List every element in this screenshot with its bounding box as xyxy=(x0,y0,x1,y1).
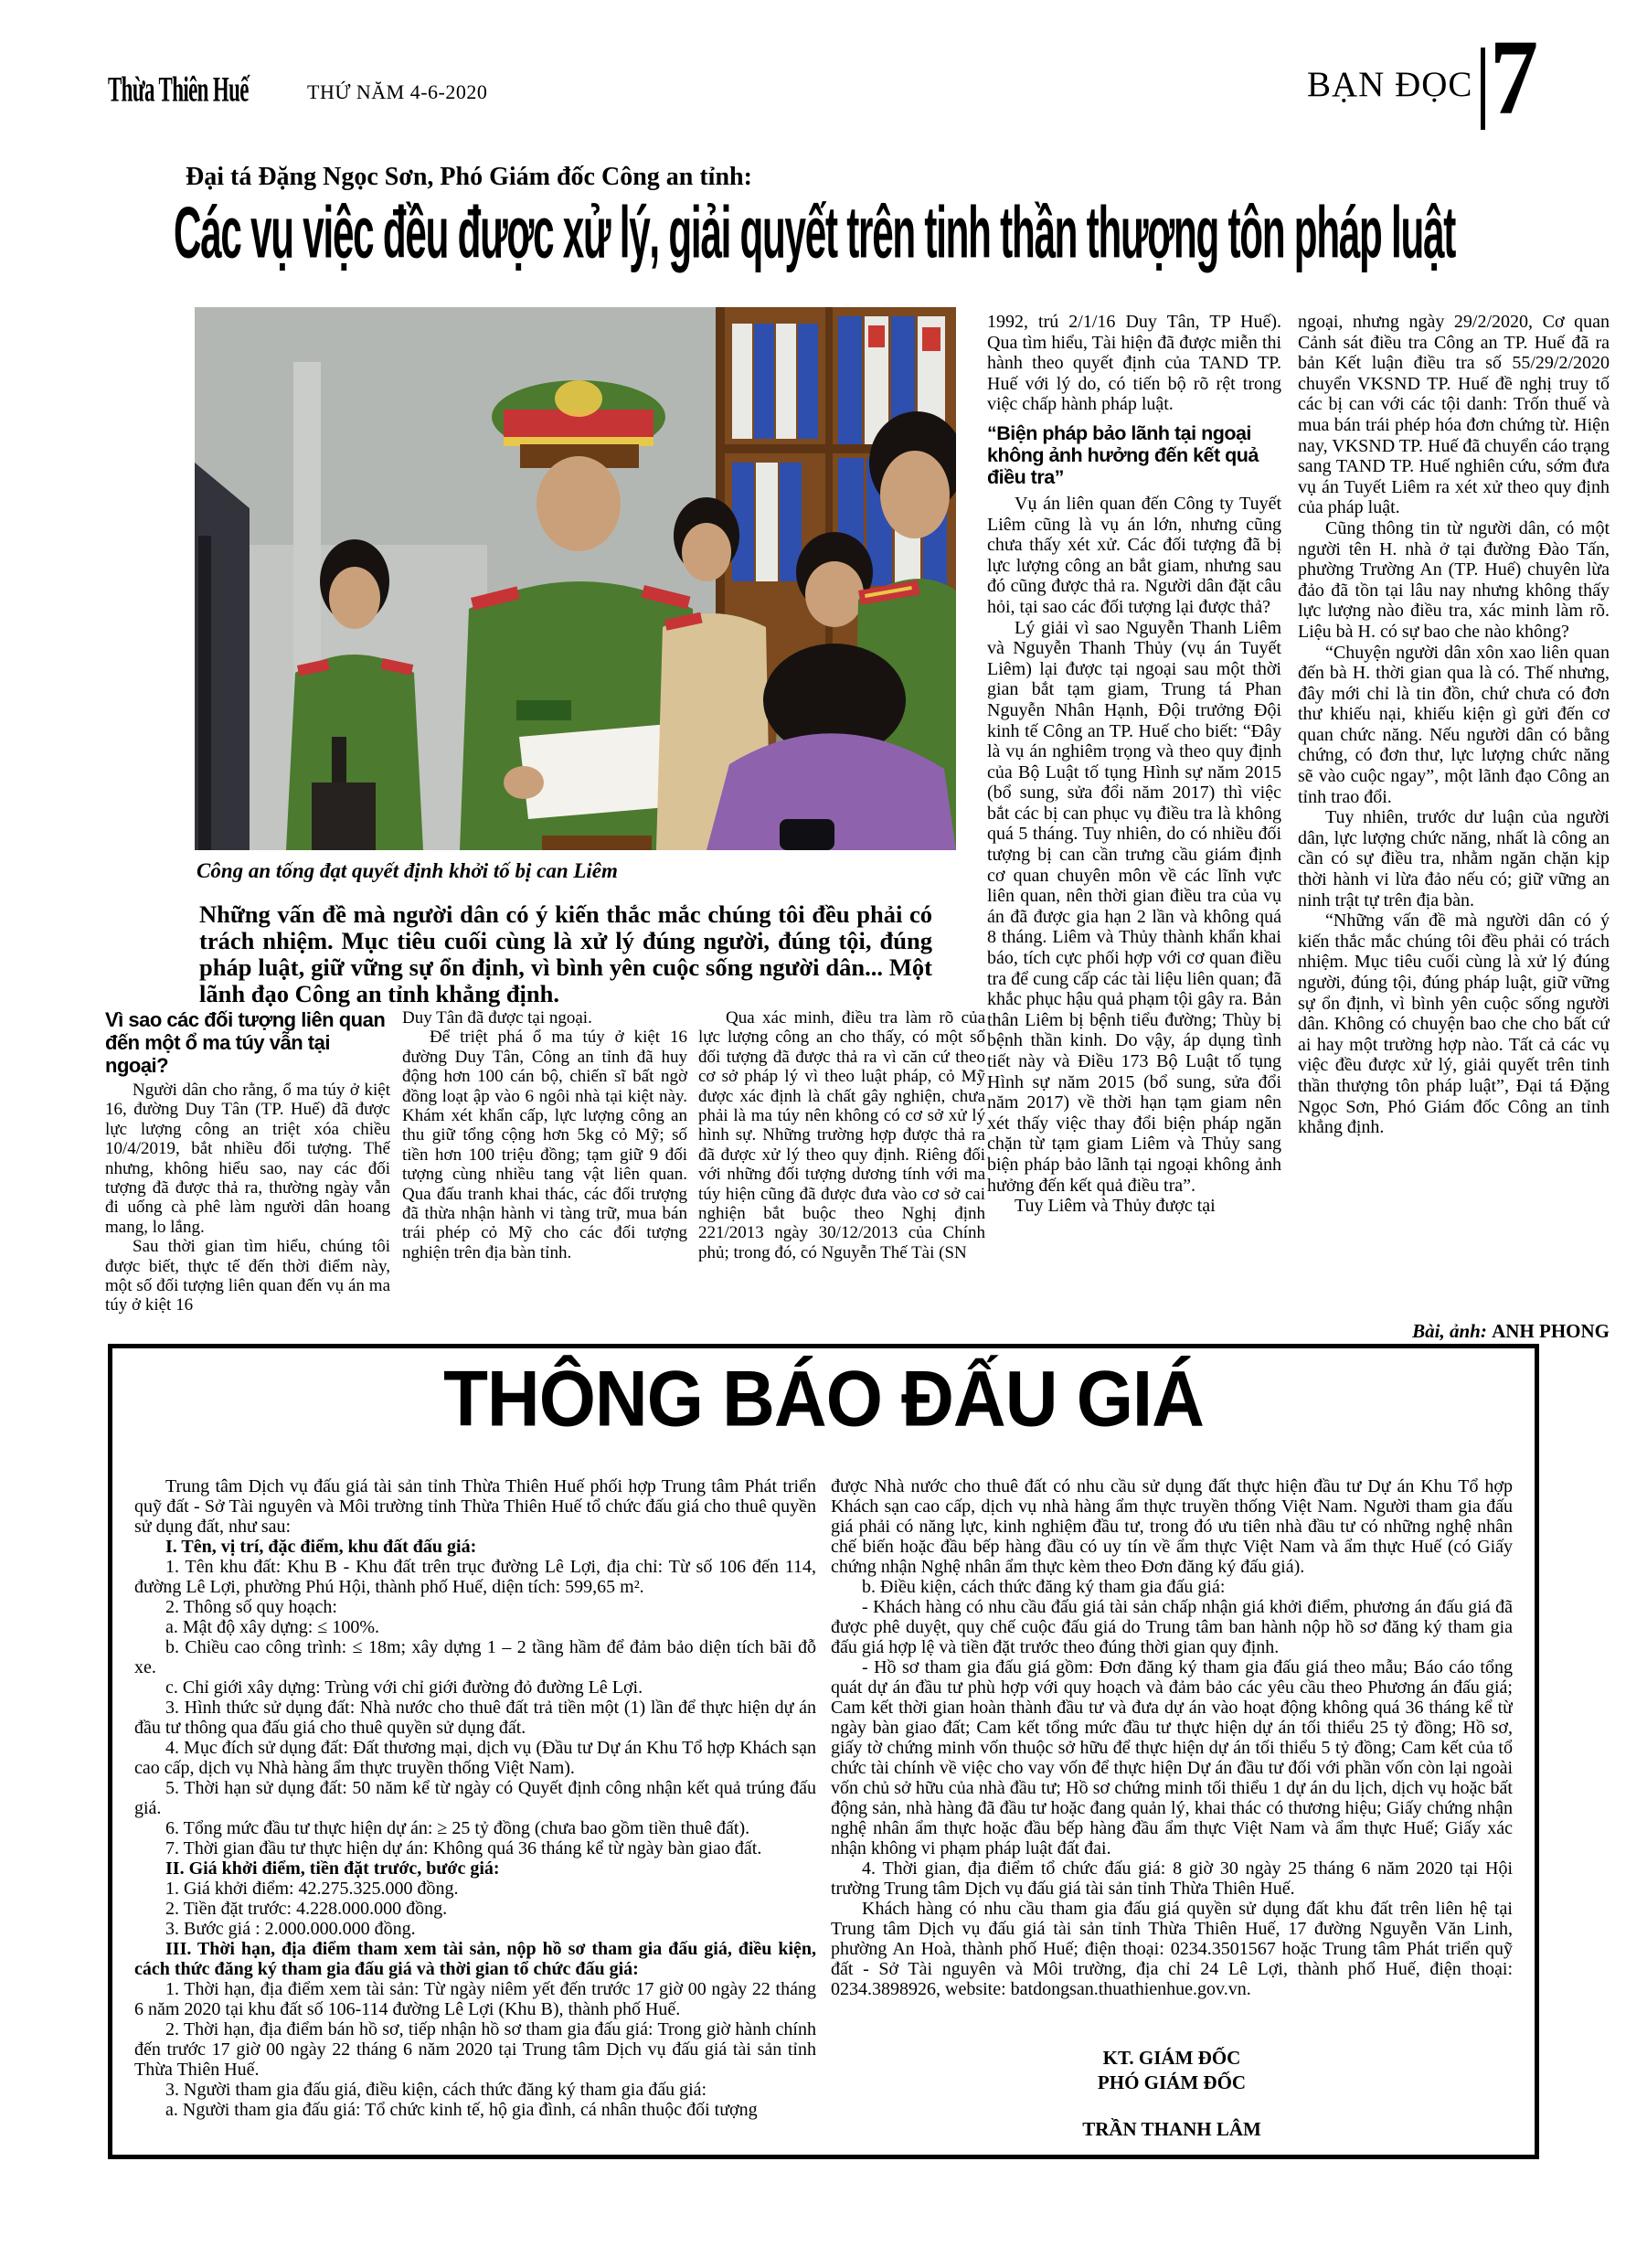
paragraph: c. Chỉ giới xây dựng: Trùng với chỉ giới đường đỏ đường Lê Lợi. xyxy=(165,1677,643,1698)
article-headline: Các vụ việc đều được xử lý, giải quyết trên tinh thần thượng tôn pháp luật xyxy=(174,191,1456,273)
article-column-3 xyxy=(698,1008,985,1348)
issue-date: THỨ NĂM 4-6-2020 xyxy=(307,80,488,103)
paragraph: 3. Bước giá : 2.000.000.000 đồng. xyxy=(165,1919,416,1939)
article-kicker: Đại tá Đặng Ngọc Sơn, Phó Giám đốc Công an tỉnh: xyxy=(186,163,752,191)
article-column-4 xyxy=(987,312,1281,1347)
paragraph: a. Người tham gia đấu giá: Tổ chức kinh tế, hộ gia đình, cá nhân thuộc đối tượng xyxy=(165,2100,758,2120)
paragraph: 4. Mục đích sử dụng đất: Đất thương mại, dịch vụ (Đầu tư Dự án Khu Tổ hợp Khách sạn cao cấp, dịch vụ Nhà hàng ẩm thực truyền thống Việt Nam). xyxy=(134,1738,816,1778)
signature-title-1: KT. GIÁM ĐỐC xyxy=(1102,2047,1241,2069)
article-byline xyxy=(1298,1320,1610,1343)
paragraph: b. Chiều cao công trình: ≤ 18m; xây dựng 1 – 2 tầng hầm để đảm bảo diện tích bãi đỗ xe. xyxy=(134,1637,816,1677)
notice-column-right xyxy=(831,1476,1513,2043)
paragraph: Khách hàng có nhu cầu tham gia đấu giá quyền sử dụng đất khu đất trên liên hệ tại Trung tâm Dịch vụ đấu giá tài sản tỉnh Thừa Thiên Huế, 17 đường Nguyễn Văn Linh, phường An Hoà, thành phố Huế; điện thoại: 0234.3501567 hoặc Trung tâm Phát triển quỹ đất - Sở Tài nguyên và Môi trường, địa chỉ 24 Lê Lợi, thành phố Huế, điện thoại: 0234.3898926, website: batdongsan.thuathienhue.gov.vn. xyxy=(831,1899,1513,1999)
paragraph: Vụ án liên quan đến Công ty Tuyết Liêm cũng là vụ án lớn, nhưng cũng chưa thấy xét xử. Các đối tượng đã bị lực lượng công an bắt giam, nhưng sau đó cũng được thả ra. Người dân đặt câu hỏi, tại sao các đối tượng lại được thả? xyxy=(987,493,1281,617)
paragraph: 6. Tổng mức đầu tư thực hiện dự án: ≥ 25 tỷ đồng (chưa bao gồm tiền thuê đất). xyxy=(165,1818,750,1838)
paragraph: Người dân cho rằng, ổ ma túy ở kiệt 16, đường Duy Tân (TP. Huế) đã được lực lượng công an triệt xóa chiều 10/4/2019, bắt nhiều đối tượng. Thế nhưng, không hiểu sao, nay các đối tượng đã được thả ra, thường ngày vẫn đi uống cà phê làm người dân hoang mang, lo lắng. xyxy=(105,1081,390,1237)
paragraph: 2. Thời hạn, địa điểm bán hồ sơ, tiếp nhận hồ sơ tham gia đấu giá: Trong giờ hành chính đến trước 17 giờ 00 ngày 22 tháng 6 năm 2020 tại Trung tâm Dịch vụ đấu giá tài sản tỉnh Thừa Thiên Huế. xyxy=(134,2019,816,2080)
paragraph: - Hồ sơ tham gia đấu giá gồm: Đơn đăng ký tham gia đấu giá theo mẫu; Báo cáo tổng quát dự án đầu tư phù hợp với quy hoạch và đảm bảo các yêu cầu theo Phương án đấu giá; Cam kết thời gian hoàn thành đầu tư và đưa dự án vào hoạt động không quá 36 tháng kể từ ngày bàn giao đất; Cam kết tổng mức đầu tư thực hiện dự án tối thiểu 25 tỷ đồng; Hồ sơ, giấy tờ chứng minh vốn thuộc sở hữu để thực hiện dự án tối thiểu 5 tỷ đồng; Cam kết của tổ chức tài chính về việc cho vay vốn để thực hiện Dự án đầu tư đối với phần vốn còn lại ngoài vốn chủ sở hữu của nhà đầu tư; Hồ sơ chứng minh tối thiểu 1 dự án du lịch, dịch vụ hoặc bất động sản, nhà hàng đã đầu tư hoặc đang quản lý, khai thác có thương hiệu; Giấy chứng nhận nghệ nhân ẩm thực hoặc đầu bếp hàng đầu ẩm thực Việt Nam và ẩm thực Huế; Giấy xác nhận không vi phạm pháp luật đất đai. xyxy=(831,1657,1513,1858)
byline-label: Bài, ảnh: xyxy=(1412,1320,1487,1342)
paragraph: Trung tâm Dịch vụ đấu giá tài sản tỉnh Thừa Thiên Huế phối hợp Trung tâm Phát triển quỹ đất - Sở Tài nguyên và Môi trường tỉnh Thừa Thiên Huế tổ chức đấu giá cho thuê quyền sử dụng đất, như sau: xyxy=(134,1476,816,1537)
paragraph: Qua xác minh, điều tra làm rõ của lực lượng công an cho thấy, có một số đối tượng đã được thả ra vì căn cứ theo cơ sở pháp lý vì theo luật pháp, cỏ Mỹ được xác định là chất gây nghiện, chưa phải là ma túy nên không có cơ sở xử lý hình sự. Những trường hợp được thả ra đã được xử lý theo quy định. Riêng đối với những đối tượng dương tính với ma túy hiện cũng đã được đưa vào cơ sở cai nghiện bắt buộc theo Nghị định 221/2013 ngày 30/12/2013 của Chính phủ; trong đó, có Nguyễn Thế Tài (SN xyxy=(698,1008,985,1262)
paragraph: 1. Tên khu đất: Khu B - Khu đất trên trục đường Lê Lợi, địa chỉ: Từ số 106 đến 114, đường Lê Lợi, phường Phú Hội, thành phố Huế, diện tích: 599,65 m². xyxy=(134,1557,816,1597)
page-number: 7 xyxy=(1490,17,1539,137)
paragraph: Để triệt phá ổ ma túy ở kiệt 16 đường Duy Tân, Công an tỉnh đã huy động hơn 100 cán bộ, chiến sĩ bất ngờ đồng loạt ập vào 6 ngôi nhà tại kiệt này. Khám xét khẩn cấp, lực lượng công an thu giữ tổng cộng hơn 5kg cỏ Mỹ; số tiền hơn 100 triệu đồng; tạm giữ 9 đối tượng cùng nhiều tang vật liên quan. Qua đấu tranh khai thác, các đối trượng đã thừa nhận hành vi tàng trữ, mua bán trái phép cỏ Mỹ cho các đối tượng nghiện trên địa bàn tỉnh. xyxy=(402,1028,687,1262)
paragraph: Duy Tân đã được tại ngoại. xyxy=(402,1008,592,1028)
paragraph: được Nhà nước cho thuê đất có nhu cầu sử dụng đất thực hiện đầu tư Dự án Khu Tổ hợp Khách sạn cao cấp, dịch vụ nhà hàng ẩm thực truyền thống Việt Nam. Người tham gia đấu giá phải có năng lực, kinh nghiệm đầu tư, trong đó ưu tiên nhà đầu tư có những nghệ nhân chế biến hoặc đầu bếp hàng đầu có uy tín về ẩm thực Việt Nam và ẩm thực Huế (có Giấy chứng nhận Nghệ nhân ẩm thực kèm theo Đơn đăng ký đấu giá). xyxy=(831,1476,1513,1577)
auction-notice-title: THÔNG BÁO ĐẤU GIÁ xyxy=(443,1354,1204,1443)
signature-title-2: PHÓ GIÁM ĐỐC xyxy=(1097,2071,1247,2093)
paragraph: 4. Thời gian, địa điểm tổ chức đấu giá: 8 giờ 30 ngày 25 tháng 6 năm 2020 tại Hội trường Trung tâm Dịch vụ đấu giá tài sản tỉnh Thừa Thiên Huế. xyxy=(831,1858,1513,1899)
paragraph: Vì sao các đối tượng liên quan đến một ổ ma túy vẫn tại ngoại? xyxy=(105,1008,386,1077)
byline-name: ANH PHONG xyxy=(1492,1320,1610,1342)
article-column-2 xyxy=(402,1008,687,1348)
notice-signature xyxy=(831,2049,1513,2139)
article-intro: Những vấn đề mà người dân có ý kiến thắc mắc chúng tôi đều phải có trách nhiệm. Mục tiêu cuối cùng là xử lý đúng người, đúng tội, đúng pháp luật, giữ vững sự ổn định, vì bình yên cuộc sống người dân... Một lãnh đạo Công an tỉnh khẳng định. xyxy=(199,900,932,1007)
header-divider xyxy=(1481,48,1485,130)
paragraph: I. Tên, vị trí, đặc điểm, khu đất đấu giá: xyxy=(165,1537,477,1557)
paragraph: a. Mật độ xây dựng: ≤ 100%. xyxy=(165,1617,380,1637)
paragraph: Tuy nhiên, trước dư luận của người dân, lực lượng chức năng, nhất là công an cần có sự điều tra, nhằm ngăn chặn kịp thời hành vi lừa đảo nếu có; giữ vững an ninh trật tự trên địa bàn. xyxy=(1298,807,1610,910)
paragraph: Sau thời gian tìm hiểu, chúng tôi được biết, thực tế đến thời điểm này, một số đối tượng liên quan đến vụ án ma túy ở kiệt 16 xyxy=(105,1237,390,1315)
paragraph: ngoại, nhưng ngày 29/2/2020, Cơ quan Cảnh sát điều tra Công an TP. Huế đã ra bản Kết luận điều tra số 55/29/2/2020 chuyển VKSND TP. Huế đề nghị truy tố các bị can với các tội danh: Trốn thuế và mua bán trái phép hóa đơn chứng từ. Hiện nay, VKSND TP. Huế đã chuyển cáo trạng sang TAND TP. Huế nghiên cứu, sớm đưa vụ án Tuyết Liêm ra xét xử theo quy định của pháp luật. xyxy=(1298,312,1610,518)
paragraph: “Chuyện người dân xôn xao liên quan đến bà H. thời gian qua là có. Thế nhưng, đây mới chỉ là tin đồn, chứ chưa có đơn thư khiếu nại, khiếu kiện gì gửi đến cơ quan chức năng. Nếu người dân có bằng chứng, có đơn thư, lực lượng chức năng sẽ vào cuộc ngay”, một lãnh đạo Công an tỉnh trao đổi. xyxy=(1298,642,1610,807)
paragraph: 2. Tiền đặt trước: 4.228.000.000 đồng. xyxy=(165,1899,448,1919)
paragraph: b. Điều kiện, cách thức đăng ký tham gia đấu giá: xyxy=(862,1577,1226,1597)
masthead-logo: Thừa Thiên Huế xyxy=(108,70,249,111)
paragraph: 5. Thời hạn sử dụng đất: 50 năm kể từ ngày có Quyết định công nhận kết quả trúng đấu giá. xyxy=(134,1778,816,1818)
article-photo-illustration xyxy=(195,307,956,850)
paragraph: III. Thời hạn, địa điểm tham xem tài sản, nộp hồ sơ tham gia đấu giá, điều kiện, cách thức đăng ký tham gia đấu giá và thời gian tổ chức đấu giá: xyxy=(134,1939,816,1979)
article-column-1 xyxy=(105,1008,390,1348)
notice-column-left xyxy=(134,1476,816,2135)
paragraph: Cũng thông tin từ người dân, có một người tên H. nhà ở tại đường Đào Tấn, phường Trường An (TP. Huế) chuyên lừa đảo đã tồn tại lâu nay nhưng không thấy lực lượng nào điều tra, xác minh làm rõ. Liệu bà H. có sự bao che nào không? xyxy=(1298,517,1610,642)
article-column-5 xyxy=(1298,312,1610,1317)
signature-name: TRẦN THANH LÂM xyxy=(1082,2118,1261,2140)
paragraph: 1992, trú 2/1/16 Duy Tân, TP Huế). Qua tìm hiểu, Tài hiện đã được miễn thi hành theo quyết định của TAND TP. Huế với lý do, có tiến bộ rõ rệt trong việc chấp hành pháp luật. xyxy=(987,312,1281,415)
paragraph: - Khách hàng có nhu cầu đấu giá tài sản chấp nhận giá khởi điểm, phương án đấu giá đã được phê duyệt, quy chế cuộc đấu giá do Trung tâm ban hành nộp hồ sơ đăng ký tham gia đấu giá hợp lệ và tiền đặt trước theo đúng thời gian quy định. xyxy=(831,1597,1513,1657)
paragraph: II. Giá khởi điểm, tiền đặt trước, bước giá: xyxy=(165,1858,500,1879)
paragraph: 3. Hình thức sử dụng đất: Nhà nước cho thuê đất trả tiền một (1) lần để thực hiện dự án đầu tư thông qua đấu giá cho thuê quyền sử dụng đất. xyxy=(134,1698,816,1738)
paragraph: “Những vấn đề mà người dân có ý kiến thắc mắc chúng tôi đều phải có trách nhiệm. Mục tiêu cuối cùng là xử lý đúng người, đúng tội, đúng pháp luật, giữ vững sự ổn định, vì bình yên cuộc sống người dân. Không có chuyện bao che cho bất cứ ai hay một trường hợp nào. Tất cả các vụ việc đều được xử lý, giải quyết trên tinh thần thượng tôn pháp luật”, Đại tá Đặng Ngọc Sơn, Phó Giám đốc Công an tỉnh khẳng định. xyxy=(1298,910,1610,1138)
paragraph: 1. Thời hạn, địa điểm xem tài sản: Từ ngày niêm yết đến trước 17 giờ 00 ngày 22 tháng 6 năm 2020 tại khu đất số 106-114 đường Lê Lợi (Khu B), thành phố Huế. xyxy=(134,1979,816,2019)
paragraph: Tuy Liêm và Thủy được tại xyxy=(1015,1196,1216,1217)
auction-notice-box xyxy=(108,1344,1539,2159)
paragraph: 1. Giá khởi điểm: 42.275.325.000 đồng. xyxy=(165,1879,459,1899)
paragraph: “Biện pháp bảo lãnh tại ngoại không ảnh hưởng đến kết quả điều tra” xyxy=(987,421,1259,488)
article-photo xyxy=(195,307,956,850)
paragraph: Lý giải vì sao Nguyễn Thanh Liêm và Nguyễn Thanh Thủy (vụ án Tuyết Liêm) lại được tại ngoại sau một thời gian bắt tạm giam, Trung tá Phan Nguyễn Nhân Hạnh, Đội trưởng Đội kinh tế Công an TP. Huế cho biết: “Đây là vụ án nghiêm trọng và theo quy định của Bộ Luật tố tụng Hình sự năm 2015 (bổ sung, sửa đổi năm 2017) thì việc bắt các bị can phục vụ điều tra là không quá 5 tháng. Tuy nhiên, do có nhiều đối tượng bị can cần trưng cầu giám định cơ quan chuyên môn về các lĩnh vực liên quan, nên thời gian điều tra của vụ án đã được gia hạn 2 lần và không quá 8 tháng. Liêm và Thủy thành khẩn khai báo, tích cực phối hợp với cơ quan điều tra để cung cấp các tài liệu liên quan; đã khắc phục hậu quả phạm tội gây ra. Bản thân Liêm bị bệnh tiểu đường; Thùy bị bệnh thần kinh. Do vậy, áp dụng tình tiết này và Điều 173 Bộ Luật tố tụng Hình sự năm 2015 (bổ sung, sửa đổi năm 2017) về thời hạn tạm giam nên xét thấy việc thay đổi biện pháp ngăn chặn từ tạm giam Liêm và Thủy sang biện pháp bảo lãnh tại ngoại không ảnh hưởng đến kết quả điều tra”. xyxy=(987,617,1281,1196)
paragraph: 2. Thông số quy hoạch: xyxy=(165,1597,337,1617)
paragraph: 7. Thời gian đầu tư thực hiện dự án: Không quá 36 tháng kể từ ngày bàn giao đất. xyxy=(165,1838,762,1858)
photo-stair-rail xyxy=(198,536,211,850)
paragraph: 3. Người tham gia đấu giá, điều kiện, cách thức đăng ký tham gia đấu giá: xyxy=(165,2080,707,2100)
section-label: BẠN ĐỌC xyxy=(1307,65,1473,104)
photo-caption: Công an tống đạt quyết định khởi tố bị can Liêm xyxy=(197,859,618,882)
